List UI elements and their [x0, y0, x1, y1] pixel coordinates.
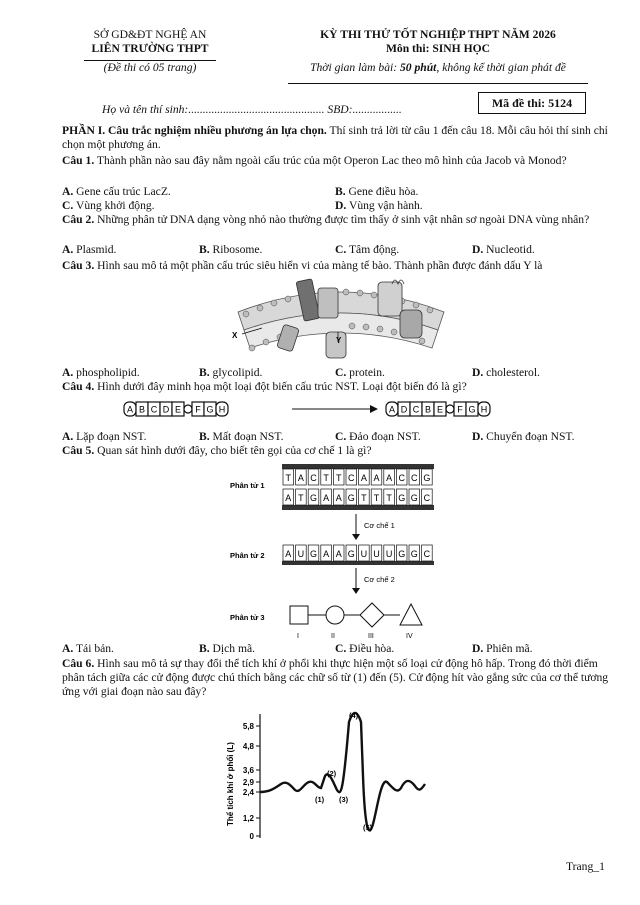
mrna-strand	[283, 545, 432, 561]
q5-option-d[interactable]: D. Phiên mã.	[472, 642, 533, 655]
gene-letter: B	[424, 404, 432, 415]
header-right	[268, 28, 608, 75]
q1-options-row2	[62, 199, 610, 213]
base-letter: G	[347, 549, 355, 559]
annotation-3: (3)	[339, 795, 349, 804]
y-tick-label: 1,2	[242, 814, 254, 823]
y-tick-label: 2,4	[242, 788, 254, 797]
annotation-5: (5)	[363, 823, 373, 832]
y-tick-label: 5,8	[242, 722, 254, 731]
base-letter: A	[297, 473, 304, 483]
arrow-head	[370, 405, 378, 413]
label-y: Y	[336, 336, 342, 345]
roman-1: I	[297, 633, 299, 640]
protein-light	[318, 288, 338, 318]
dept-name: SỞ GD&ĐT NGHỆ AN	[93, 28, 207, 41]
part1-intro: PHẦN I. Câu trắc nghiệm nhiều phương án lựa chọn. Thí sinh trả lời từ câu 1 đến câu 18. Mỗi câu hỏi thí sinh chỉ chọn một phương án.	[62, 124, 608, 152]
membrane-figure	[226, 272, 456, 364]
page-number: Trang_1	[566, 860, 605, 873]
gene-letter: F	[457, 404, 463, 415]
roman-3: III	[368, 633, 374, 640]
mechanism-1-arrowhead	[352, 534, 360, 540]
square-shape	[290, 606, 308, 624]
base-letter: C	[398, 473, 405, 483]
base-letter: T	[285, 473, 292, 483]
base-letter: T	[335, 473, 342, 483]
q4-option-d[interactable]: D. Chuyển đoạn NST.	[472, 430, 575, 443]
base-letter: C	[348, 473, 355, 483]
gene-letter: D	[162, 404, 170, 415]
molecule-2-label: Phân tử 2	[230, 551, 265, 560]
base-letter: C	[423, 549, 431, 559]
base-letter: U	[373, 549, 380, 559]
q3-options	[62, 366, 610, 380]
q3-option-a[interactable]: A. phospholipid.	[62, 366, 140, 379]
label-x: X	[232, 331, 238, 340]
base-letter: G	[309, 493, 318, 503]
time-line: Thời gian làm bài: 50 phút, không kể thời gian phát đề	[310, 61, 566, 75]
q3-option-c[interactable]: C. protein.	[335, 366, 385, 379]
question-5: Câu 5. Quan sát hình dưới đây, cho biết tên gọi của cơ chế 1 là gì?	[62, 444, 372, 457]
exam-code-box: Mã đề thi: 5124	[478, 92, 586, 114]
diamond-shape	[360, 603, 384, 627]
chart-volume-curve	[260, 713, 425, 830]
q5-option-c[interactable]: C. Điều hòa.	[335, 642, 395, 655]
base-letter: G	[398, 493, 406, 503]
gene-letter: E	[436, 404, 444, 415]
base-letter: A	[285, 549, 292, 559]
dna-backbone-bottom	[282, 505, 434, 510]
q4-option-c[interactable]: C. Đảo đoạn NST.	[335, 430, 421, 443]
chromosome-after	[386, 402, 490, 416]
centromere	[446, 405, 454, 413]
base-letter: G	[309, 549, 318, 559]
base-letter: T	[323, 473, 329, 483]
base-letter: U	[385, 549, 393, 559]
dna-top-strand	[283, 469, 432, 485]
base-letter: G	[398, 549, 406, 559]
base-letter: T	[298, 493, 304, 503]
chart-y-ticks	[243, 722, 260, 841]
chromosome-figure	[120, 398, 540, 420]
q3-option-b[interactable]: B. glycolipid.	[199, 366, 263, 379]
q4-option-b[interactable]: B. Mất đoạn NST.	[199, 430, 284, 443]
base-letter: G	[423, 473, 431, 483]
y-tick-label: 2,9	[242, 778, 254, 787]
gene-expression-figure	[230, 460, 450, 640]
y-tick-label: 0	[249, 832, 254, 841]
protein-right-bottom	[400, 310, 422, 338]
q3-option-d[interactable]: D. cholesterol.	[472, 366, 540, 379]
header-left	[70, 28, 230, 75]
molecule-3-label: Phân tử 3	[230, 613, 265, 622]
header-left-rule	[84, 60, 216, 61]
chromosome-before	[124, 402, 228, 416]
q2-options	[62, 243, 610, 257]
base-letter: C	[411, 473, 418, 483]
subject-line: Môn thi: SINH HỌC	[385, 42, 491, 56]
base-letter: G	[410, 549, 418, 559]
base-letter: A	[373, 473, 380, 483]
gene-letter: B	[138, 404, 146, 415]
base-letter: A	[386, 473, 393, 483]
question-4: Câu 4. Hình dưới đây minh họa một loại đột biến cấu trúc NST. Loại đột biến đó là gì?	[62, 380, 467, 393]
mrna-backbone	[282, 561, 434, 565]
question-6: Câu 6. Hình sau mô tả sự thay đổi thể tích khí ở phổi khi thực hiện một số loại cử động hô hấp. Trong đó thời điểm phân tách giữa các cử động được chú thích bằng các chữ số từ (1) đến (5). Cử động hít vào gắng sức của cơ thể tương ứng với giai đoạn nào sau đây?	[62, 657, 609, 699]
base-letter: A	[323, 493, 330, 503]
base-letter: C	[310, 473, 317, 483]
circle-shape	[326, 606, 344, 624]
gene-letter: F	[195, 404, 201, 415]
base-letter: T	[361, 493, 367, 503]
base-letter: A	[285, 493, 292, 503]
gene-letter: A	[388, 404, 396, 415]
gene-letter: H	[480, 404, 488, 415]
question-2: Câu 2. Những phân tử DNA dạng vòng nhỏ nào thường được tìm thấy ở sinh vật nhân sơ ngoài DNA vùng nhân?	[62, 213, 590, 226]
base-letter: A	[323, 549, 330, 559]
header-right-rule	[288, 83, 588, 84]
chart-ylabel: Thể tích khí ở phổi (L)	[226, 742, 235, 826]
annotation-1: (1)	[315, 795, 325, 804]
base-letter: A	[335, 549, 342, 559]
molecule-1-label: Phân tử 1	[230, 481, 265, 490]
q2-option-b[interactable]: B. Ribosome.	[199, 243, 263, 256]
y-tick-label: 4,8	[242, 742, 254, 751]
q5-options	[62, 642, 610, 656]
base-letter: G	[410, 493, 418, 503]
mechanism-2-arrowhead	[352, 588, 360, 594]
base-letter: A	[360, 473, 367, 483]
base-letter: G	[347, 493, 355, 503]
centromere	[184, 405, 192, 413]
page-count: (Đề thi có 05 trang)	[103, 61, 197, 75]
gene-letter: G	[206, 404, 214, 415]
base-letter: C	[423, 493, 431, 503]
y-tick-label: 3,6	[242, 766, 254, 775]
base-letter: T	[386, 493, 392, 503]
q1-options-row1	[62, 185, 610, 199]
student-info-line: Họ và tên thí sinh:............................................... SBD:.................	[102, 103, 402, 116]
school-name: LIÊN TRƯỜNG THPT	[91, 42, 209, 56]
gene-letter: A	[126, 404, 134, 415]
q2-option-a[interactable]: A. Plasmid.	[62, 243, 117, 256]
q5-option-b[interactable]: B. Dịch mã.	[199, 642, 256, 655]
dna-backbone-top	[282, 464, 434, 469]
roman-4: IV	[406, 633, 413, 640]
gene-letter: D	[400, 404, 408, 415]
q4-options	[62, 430, 610, 444]
annotation-4: (4)	[349, 711, 359, 720]
gene-letter: C	[150, 404, 158, 415]
question-3: Câu 3. Hình sau mô tả một phần cấu trúc siêu hiển vi của màng tế bào. Thành phần được đánh dấu Y là	[62, 259, 543, 272]
q1-option-b[interactable]: B. Gene điều hòa.	[335, 185, 419, 198]
gene-letter: C	[412, 404, 420, 415]
q1-option-a[interactable]: A. Gene cấu trúc LacZ.	[62, 185, 171, 198]
question-1: Câu 1. Thành phần nào sau đây nằm ngoài cấu trúc của một Operon Lac theo mô hình của Jacob và Monod?	[62, 154, 567, 167]
gene-letter: E	[174, 404, 182, 415]
mechanism-1-label: Cơ chế 1	[364, 521, 395, 530]
q4-option-a[interactable]: A. Lặp đoạn NST.	[62, 430, 147, 443]
q1-option-c[interactable]: C. Vùng khởi động.	[62, 199, 155, 212]
annotation-2: (2)	[327, 769, 337, 778]
base-letter: T	[373, 493, 380, 503]
exam-title: KỲ THI THỬ TỐT NGHIỆP THPT NĂM 2026	[320, 28, 556, 41]
gene-letter: G	[468, 404, 476, 415]
base-letter: U	[297, 549, 305, 559]
base-letter: A	[335, 493, 342, 503]
lung-volume-chart	[215, 706, 445, 842]
q2-option-c[interactable]: C. Tâm động.	[335, 243, 400, 256]
q2-option-d[interactable]: D. Nucleotid.	[472, 243, 535, 256]
base-letter: U	[360, 549, 368, 559]
triangle-shape	[400, 604, 422, 625]
gene-letter: H	[218, 404, 226, 415]
q1-option-d[interactable]: D. Vùng vận hành.	[335, 199, 423, 212]
mechanism-2-label: Cơ chế 2	[364, 575, 395, 584]
dna-bottom-strand	[283, 489, 432, 505]
protein-right-top	[378, 282, 402, 316]
q5-option-a[interactable]: A. Tái bản.	[62, 642, 114, 655]
roman-2: II	[331, 633, 335, 640]
